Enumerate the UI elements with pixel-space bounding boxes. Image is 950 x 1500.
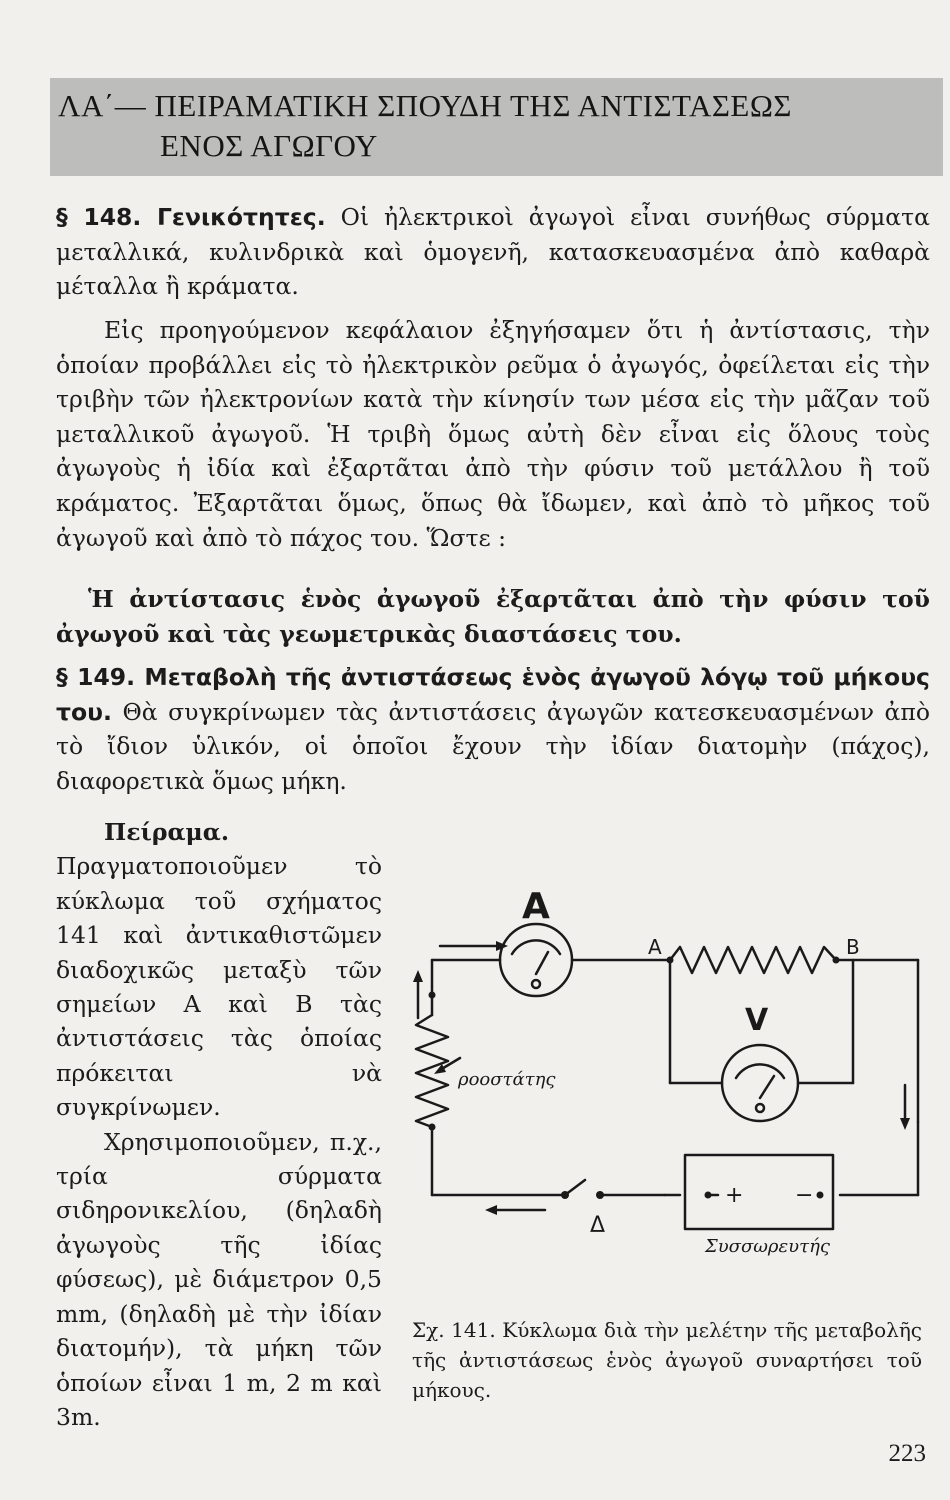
switch-contact [596,1191,604,1199]
figure-caption [412,1315,922,1405]
section-149-intro [56,660,930,798]
node-b [833,957,840,964]
battery-terminal-plus [705,1192,712,1199]
node-a [667,957,674,964]
point-a-label: A [648,935,662,959]
section-148-p1: Οἱ ἠλεκτρικοὶ ἀγωγοὶ εἶναι συνήθως σύρματα μεταλλικά, κυλινδρικὰ καὶ ὁμογενῆ, κατασκευασμένα ἀπὸ καθαρὰ μέταλλα ἢ κράματα. [56,203,930,301]
switch-pivot [561,1191,569,1199]
materials-paragraph: Χρησιμοποιοῦμεν, π.χ., τρία σύρματα σιδηρονικελίου, (δηλαδὴ ἀγωγοὺς τῆς ἰδίας φύσεως), μὲ διάμετρον 0,5 mm, (δηλαδὴ μὲ τὴν ἰδίαν διατομήν), τὰ μήκη τῶν ὁποίων εἶναι 1 m, 2 m καὶ 3m. [56,1127,382,1431]
section-148-p2: Εἰς προηγούμενον κεφάλαιον ἐξηγήσαμεν ὅτι ἡ ἀντίστασις, τὴν ὁποίαν προβάλλει εἰς τὸ ἠλεκτρικὸν ρεῦμα ὁ ἀγωγός, ὀφείλεται εἰς τὴν τριβὴν τῶν ἠλεκτρονίων κατὰ τὴν κίνησίν των μέσα εἰς τὴν μᾶζαν τοῦ μεταλλικοῦ ἀγωγοῦ. Ἡ τριβὴ ὅμως αὐτὴ δὲν εἶναι εἰς ὅλους τοὺς ἀγωγοὺς ἡ ἰδία καὶ ἐξαρτᾶται ἀπὸ τὴν φύσιν τοῦ μετάλλου ἢ τοῦ κράματος. Ἐξαρτᾶται ὅμως, ὅπως θὰ ἴδωμεν, καὶ ἀπὸ τὸ μῆκος τοῦ ἀγωγοῦ καὶ ἀπὸ τὸ πάχος του. Ὥστε : [56,316,930,552]
chapter-title-line1: ΛΑ΄— ΠΕΙΡΑΜΑΤΙΚΗ ΣΠΟΥΔΗ ΤΗΣ ΑΝΤΙΣΤΑΣΕΩΣ [58,88,792,123]
voltmeter-label: V [745,1003,769,1038]
chapter-title-line2: ΕΝΟΣ ΑΓΩΓΟΥ [160,128,378,163]
switch-label: Δ [590,1213,606,1238]
arrowhead-right [900,1118,910,1130]
rheostat-label: ροοστάτης [458,1069,556,1090]
ammeter-scale [512,940,560,954]
arrowhead-bottom [485,1205,497,1215]
battery-label: Συσσωρευτής [705,1236,830,1257]
resistor-ab [670,947,836,973]
circuit-diagram [400,880,940,1310]
ammeter-needle [536,952,548,974]
section-148-heading: § 148. Γενικότητες. [56,203,326,231]
ammeter-label: A [522,886,550,927]
arrowhead-left [413,970,423,982]
experiment-paragraph [56,815,382,1125]
voltmeter-pivot [756,1104,764,1112]
section-149-p1: Θὰ συγκρίνωμεν τὰς ἀντιστάσεις ἀγωγῶν κατεσκευασμένων ἀπὸ τὸ ἴδιον ὑλικόν, οἱ ὁποῖοι ἔχουν τὴν ἰδίαν διατομὴν (πάχος), διαφορετικὰ ὅμως μήκη. [56,697,930,795]
battery-terminal-minus [817,1192,824,1199]
section-149-heading: § 149. Μεταβολὴ τῆς ἀντιστάσεως ἑνὸς ἀγωγοῦ λόγῳ τοῦ μήκους του. [56,663,930,726]
node-left-top [429,992,436,999]
figure-caption-text: Σχ. 141. Κύκλωμα διὰ τὴν μελέτην τῆς μεταβολῆς τῆς ἀντιστάσεως ἑνὸς ἀγωγοῦ συναρτήσει τοῦ μήκους. [412,1318,922,1402]
chapter-title [58,86,938,166]
battery-minus-label: − [795,1183,814,1208]
section-148-intro [56,200,930,304]
section-148-conclusion: Ἡ ἀντίστασις ἑνὸς ἀγωγοῦ ἐξαρτᾶται ἀπὸ τὴν φύσιν τοῦ ἀγωγοῦ καὶ τὰς γεωμετρικὰς διαστάσεις του. [56,585,930,648]
node-left-bottom [429,1124,436,1131]
experiment-label: Πείραμα. [104,818,230,846]
page-number: 223 [888,1440,926,1467]
voltmeter [722,1045,798,1121]
experiment-text: Πραγματοποιοῦμεν τὸ κύκλωμα τοῦ σχήματος 141 καὶ ἀντικαθιστῶμεν διαδοχικῶς μεταξὺ τῶν σημείων Α καὶ Β τὰς ἀντιστάσεις τὰς ὁποίας πρόκειται νὰ συγκρίνωμεν. [56,852,382,1122]
ammeter-pivot [532,980,540,988]
ammeter [500,924,572,996]
battery-plus-label: + [725,1183,744,1208]
voltmeter-needle [760,1076,774,1098]
point-b-label: B [846,935,860,959]
voltmeter-scale [736,1064,784,1078]
experiment-column [56,815,382,1434]
